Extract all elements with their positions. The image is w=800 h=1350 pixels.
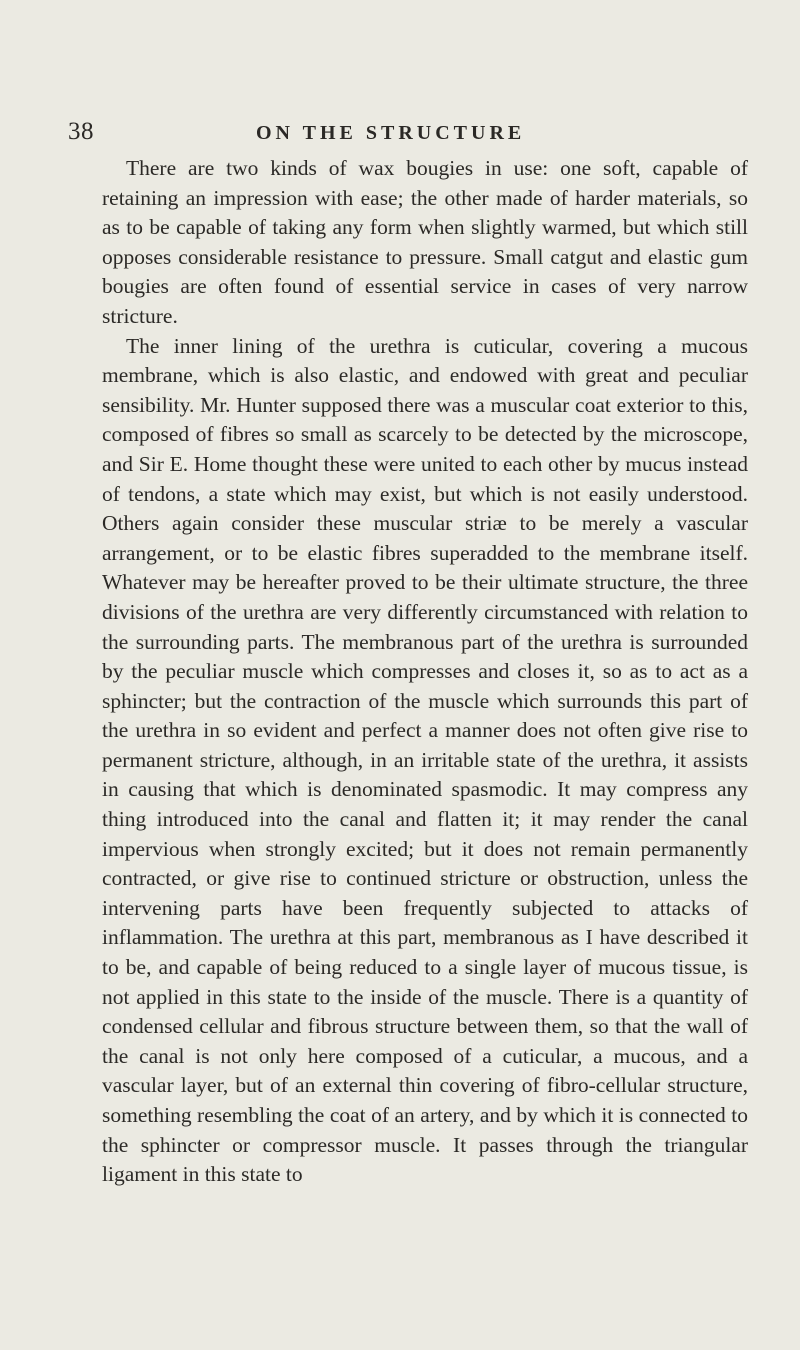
paragraph-urethra-lining: The inner lining of the urethra is cuticular, covering a mucous membrane, which is also elastic, and endowed with great and peculiar sensibility. Mr. Hunter supposed there was a muscular coat exterior to this, composed of fibres so small as scarcely to be detected by the microscope, and Sir E. Home thought these were united to each other by mucus instead of tendons, a state which may exist, but which is not easily understood. Others again consider these muscular striæ to be merely a vascular arrangement, or to be elastic fibres superadded to the membrane itself. Whatever may be hereafter proved to be their ultimate structure, the three divisions of the urethra are very differently circumstanced with relation to the surrounding parts. The membranous part of the urethra is surrounded by the peculiar muscle which compresses and closes it, so as to act as a sphincter; but the contraction of the muscle which surrounds this part of the urethra in so evident and perfect a manner does not often give rise to permanent stricture, although, in an irritable state of the urethra, it assists in causing that which is denominated spasmodic. It may compress any thing introduced into the canal and flatten it; it may render the canal impervious when strongly excited; but it does not remain permanently contracted, or give rise to continued stricture or obstruction, unless the intervening parts have been frequently subjected to attacks of inflammation. The urethra at this part, membranous as I have described it to be, and capable of being reduced to a single layer of mucous tissue, is not applied in this state to the inside of the muscle. There is a quantity of condensed cellular and fibrous structure between them, so that the wall of the canal is not only here composed of a cuticular, a mucous, and a vascular layer, but of an external thin covering of fibro-cellular structure, something resembling the coat of an artery, and by which it is connected to the sphincter or compressor muscle. It passes through the triangular ligament in this state to (102, 333, 748, 1187)
body-text (102, 154, 748, 1190)
page-number: 38 (68, 118, 94, 145)
running-head: ON THE STRUCTURE (256, 122, 526, 144)
page-header (68, 118, 748, 152)
paragraph-bougies: There are two kinds of wax bougies in use: one soft, capable of retaining an impression with ease; the other made of harder materials, so as to be capable of taking any form when slightly warmed, but which still opposes considerable resistance to pressure. Small catgut and elastic gum bougies are often found of essential service in cases of very narrow stricture. (102, 156, 748, 328)
